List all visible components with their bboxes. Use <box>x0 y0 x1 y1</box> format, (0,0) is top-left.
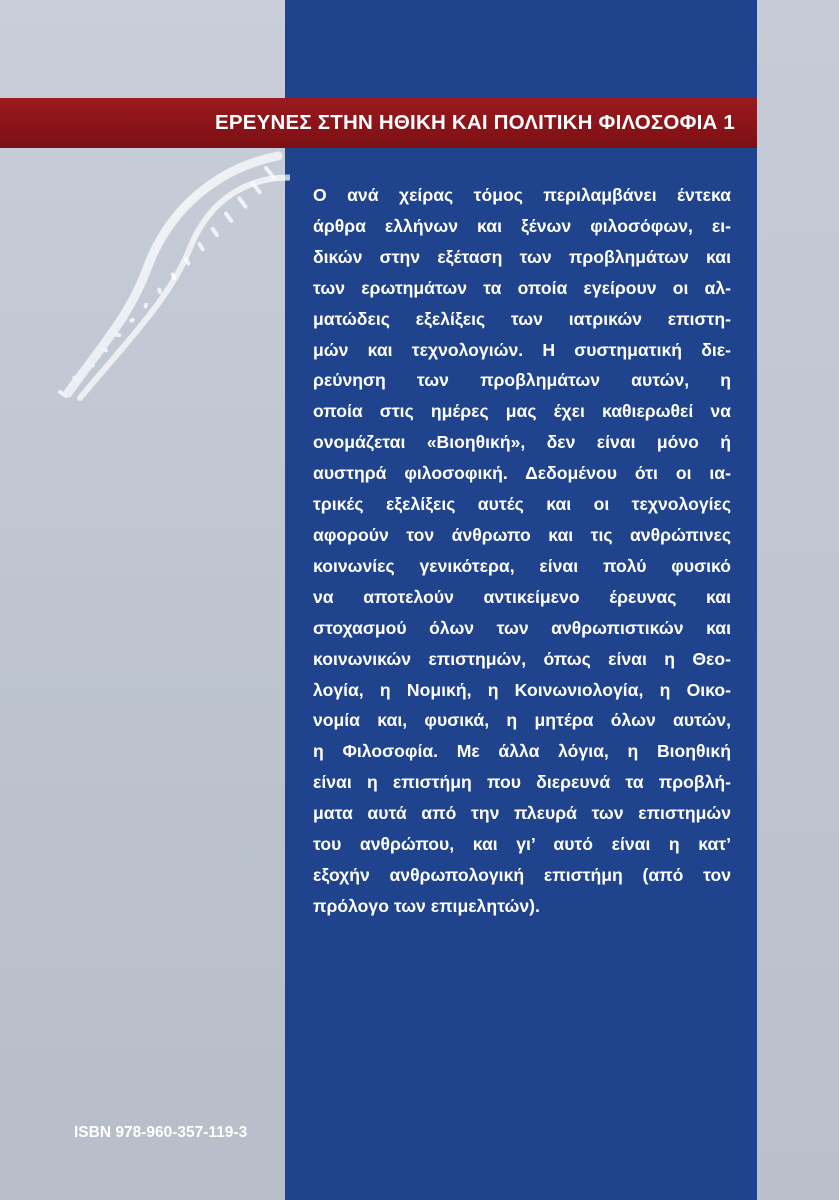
description-line: μών και τεχνολογιών. Η συστηματική διε- <box>313 339 731 360</box>
cover-background-right <box>757 0 839 1200</box>
description-line: κοινωνίες γενικότερα, είναι πολύ φυσικό <box>313 555 731 576</box>
description-line: η Φιλοσοφία. Με άλλα λόγια, η Βιοηθική <box>313 741 731 762</box>
dna-helix-graphic <box>0 148 290 408</box>
description-line: είναι η επιστήμη που διερευνά τα προβλή- <box>313 772 731 793</box>
description-line: δικών στην εξέταση των προβλημάτων και <box>313 246 731 267</box>
description-line: Ο ανά χείρας τόμος περιλαμβάνει έντεκα <box>313 185 731 205</box>
description-line: να αποτελούν αντικείμενο έρευνας και <box>313 586 731 607</box>
dna-rung <box>199 244 202 249</box>
description-line: στοχασμού όλων των ανθρωπιστικών και <box>313 617 731 638</box>
description-line: άρθρα ελλήνων και ξένων φιλοσόφων, ει- <box>313 215 731 236</box>
description-line: κοινωνικών επιστημών, όπως είναι η Θεο- <box>313 648 731 669</box>
dna-rung <box>239 198 245 206</box>
book-description <box>313 180 731 922</box>
description-line: εξοχήν ανθρωπολογική επιστήμη (από τον <box>313 864 731 885</box>
dna-rung <box>226 214 231 221</box>
dna-rung <box>213 229 217 235</box>
description-line: αυστηρά φιλοσοφική. Δεδομένου ότι οι ια- <box>313 463 731 484</box>
description-line: ματώδεις εξελίξεις των ιατρικών επιστη- <box>313 308 731 329</box>
description-line: ματα αυτά από την πλευρά των επιστημών <box>313 803 731 824</box>
description-line: νομία και, φυσικά, η μητέρα όλων αυτών, <box>313 710 731 731</box>
dna-rung <box>131 320 132 321</box>
description-line: οποία στις ημέρες μας έχει καθιερωθεί να <box>313 401 731 422</box>
dna-rung <box>159 290 160 293</box>
description-line: τρικές εξελίξεις αυτές και οι τεχνολογίες <box>313 494 731 515</box>
description-line: πρόλογο των επιμελητών). <box>313 895 540 916</box>
isbn-number: ISBN 978-960-357-119-3 <box>74 1124 248 1141</box>
series-title: ΕΡΕΥΝΕΣ ΣΤΗΝ ΗΘΙΚΗ ΚΑΙ ΠΟΛΙΤΙΚΗ ΦΙΛΟΣΟΦΙΑ 1 <box>215 111 735 134</box>
description-line: του ανθρώπου, και γι’ αυτό είναι η κατ’ <box>313 834 731 855</box>
description-line: ονομάζεται «Βιοηθική», δεν είναι μόνο ή <box>313 432 731 453</box>
description-line: αφορούν τον άνθρωπο και τις ανθρώπινες <box>313 524 731 545</box>
description-line: λογία, η Νομική, η Κοινωνιολογία, η Οικο- <box>313 679 731 700</box>
description-line: ρεύνηση των προβλημάτων αυτών, η <box>313 370 731 391</box>
description-line: των ερωτημάτων τα οποία εγείρουν οι αλ- <box>313 277 731 298</box>
